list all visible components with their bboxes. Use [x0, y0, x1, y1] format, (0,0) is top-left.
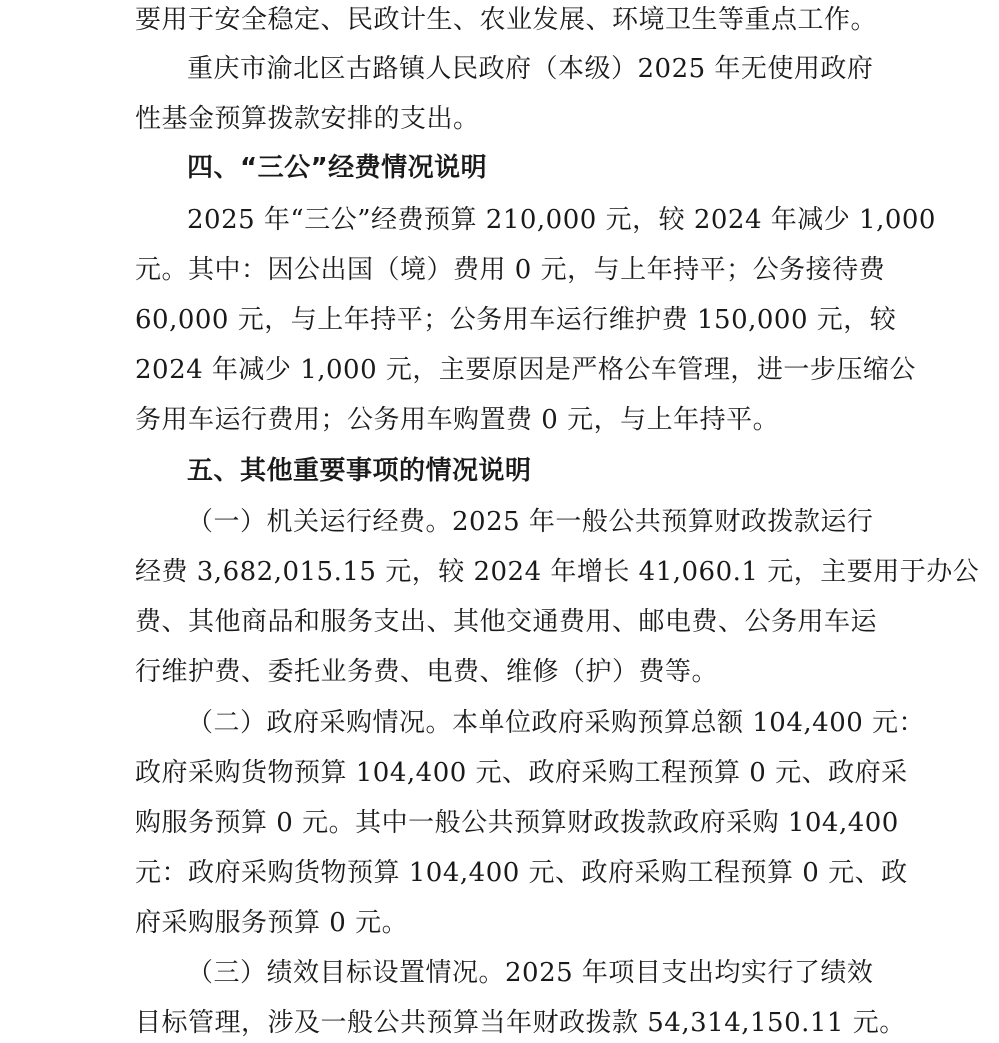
body-text-line: 目标管理，涉及一般公共预算当年财政拨款 54,314,150.11 元。: [135, 1008, 906, 1038]
body-text-line: 要用于安全稳定、民政计生、农业发展、环境卫生等重点工作。: [135, 5, 878, 35]
body-text-line: 2024 年减少 1,000 元，主要原因是严格公车管理，进一步压缩公: [135, 355, 916, 385]
body-text-line: 元。其中：因公出国（境）费用 0 元，与上年持平；公务接待费: [135, 255, 886, 285]
section-heading-sangong: 四、“三公”经费情况说明: [187, 153, 488, 183]
body-text-line: 购服务预算 0 元。其中一般公共预算财政拨款政府采购 104,400: [135, 808, 899, 838]
body-text-line: 60,000 元，与上年持平；公务用车运行维护费 150,000 元，较: [135, 305, 897, 335]
body-text-line: 元：政府采购货物预算 104,400 元、政府采购工程预算 0 元、政: [135, 858, 908, 888]
section-heading-other-matters: 五、其他重要事项的情况说明: [187, 456, 532, 486]
body-text-line: 2025 年“三公”经费预算 210,000 元，较 2024 年减少 1,000: [187, 205, 936, 235]
body-text-line: 行维护费、委托业务费、电费、维修（护）费等。: [135, 657, 719, 687]
body-text-line: 费、其他商品和服务支出、其他交通费用、邮电费、公务用车运: [135, 607, 878, 637]
body-text-line: 政府采购货物预算 104,400 元、政府采购工程预算 0 元、政府采: [135, 758, 908, 788]
body-text-line: 性基金预算拨款安排的支出。: [135, 104, 480, 134]
body-text-line: 务用车运行费用；公务用车购置费 0 元，与上年持平。: [135, 405, 780, 435]
body-text-line: 重庆市渝北区古路镇人民政府（本级）2025 年无使用政府: [187, 54, 874, 84]
body-text-line: 经费 3,682,015.15 元，较 2024 年增长 41,060.1 元，主要用于办公: [135, 557, 980, 587]
body-text-line: 府采购服务预算 0 元。: [135, 908, 409, 938]
body-text-line: （三）绩效目标设置情况。2025 年项目支出均实行了绩效: [187, 958, 874, 988]
body-text-line: （二）政府采购情况。本单位政府采购预算总额 104,400 元：: [187, 708, 926, 738]
body-text-line: （一）机关运行经费。2025 年一般公共预算财政拨款运行: [187, 507, 874, 537]
